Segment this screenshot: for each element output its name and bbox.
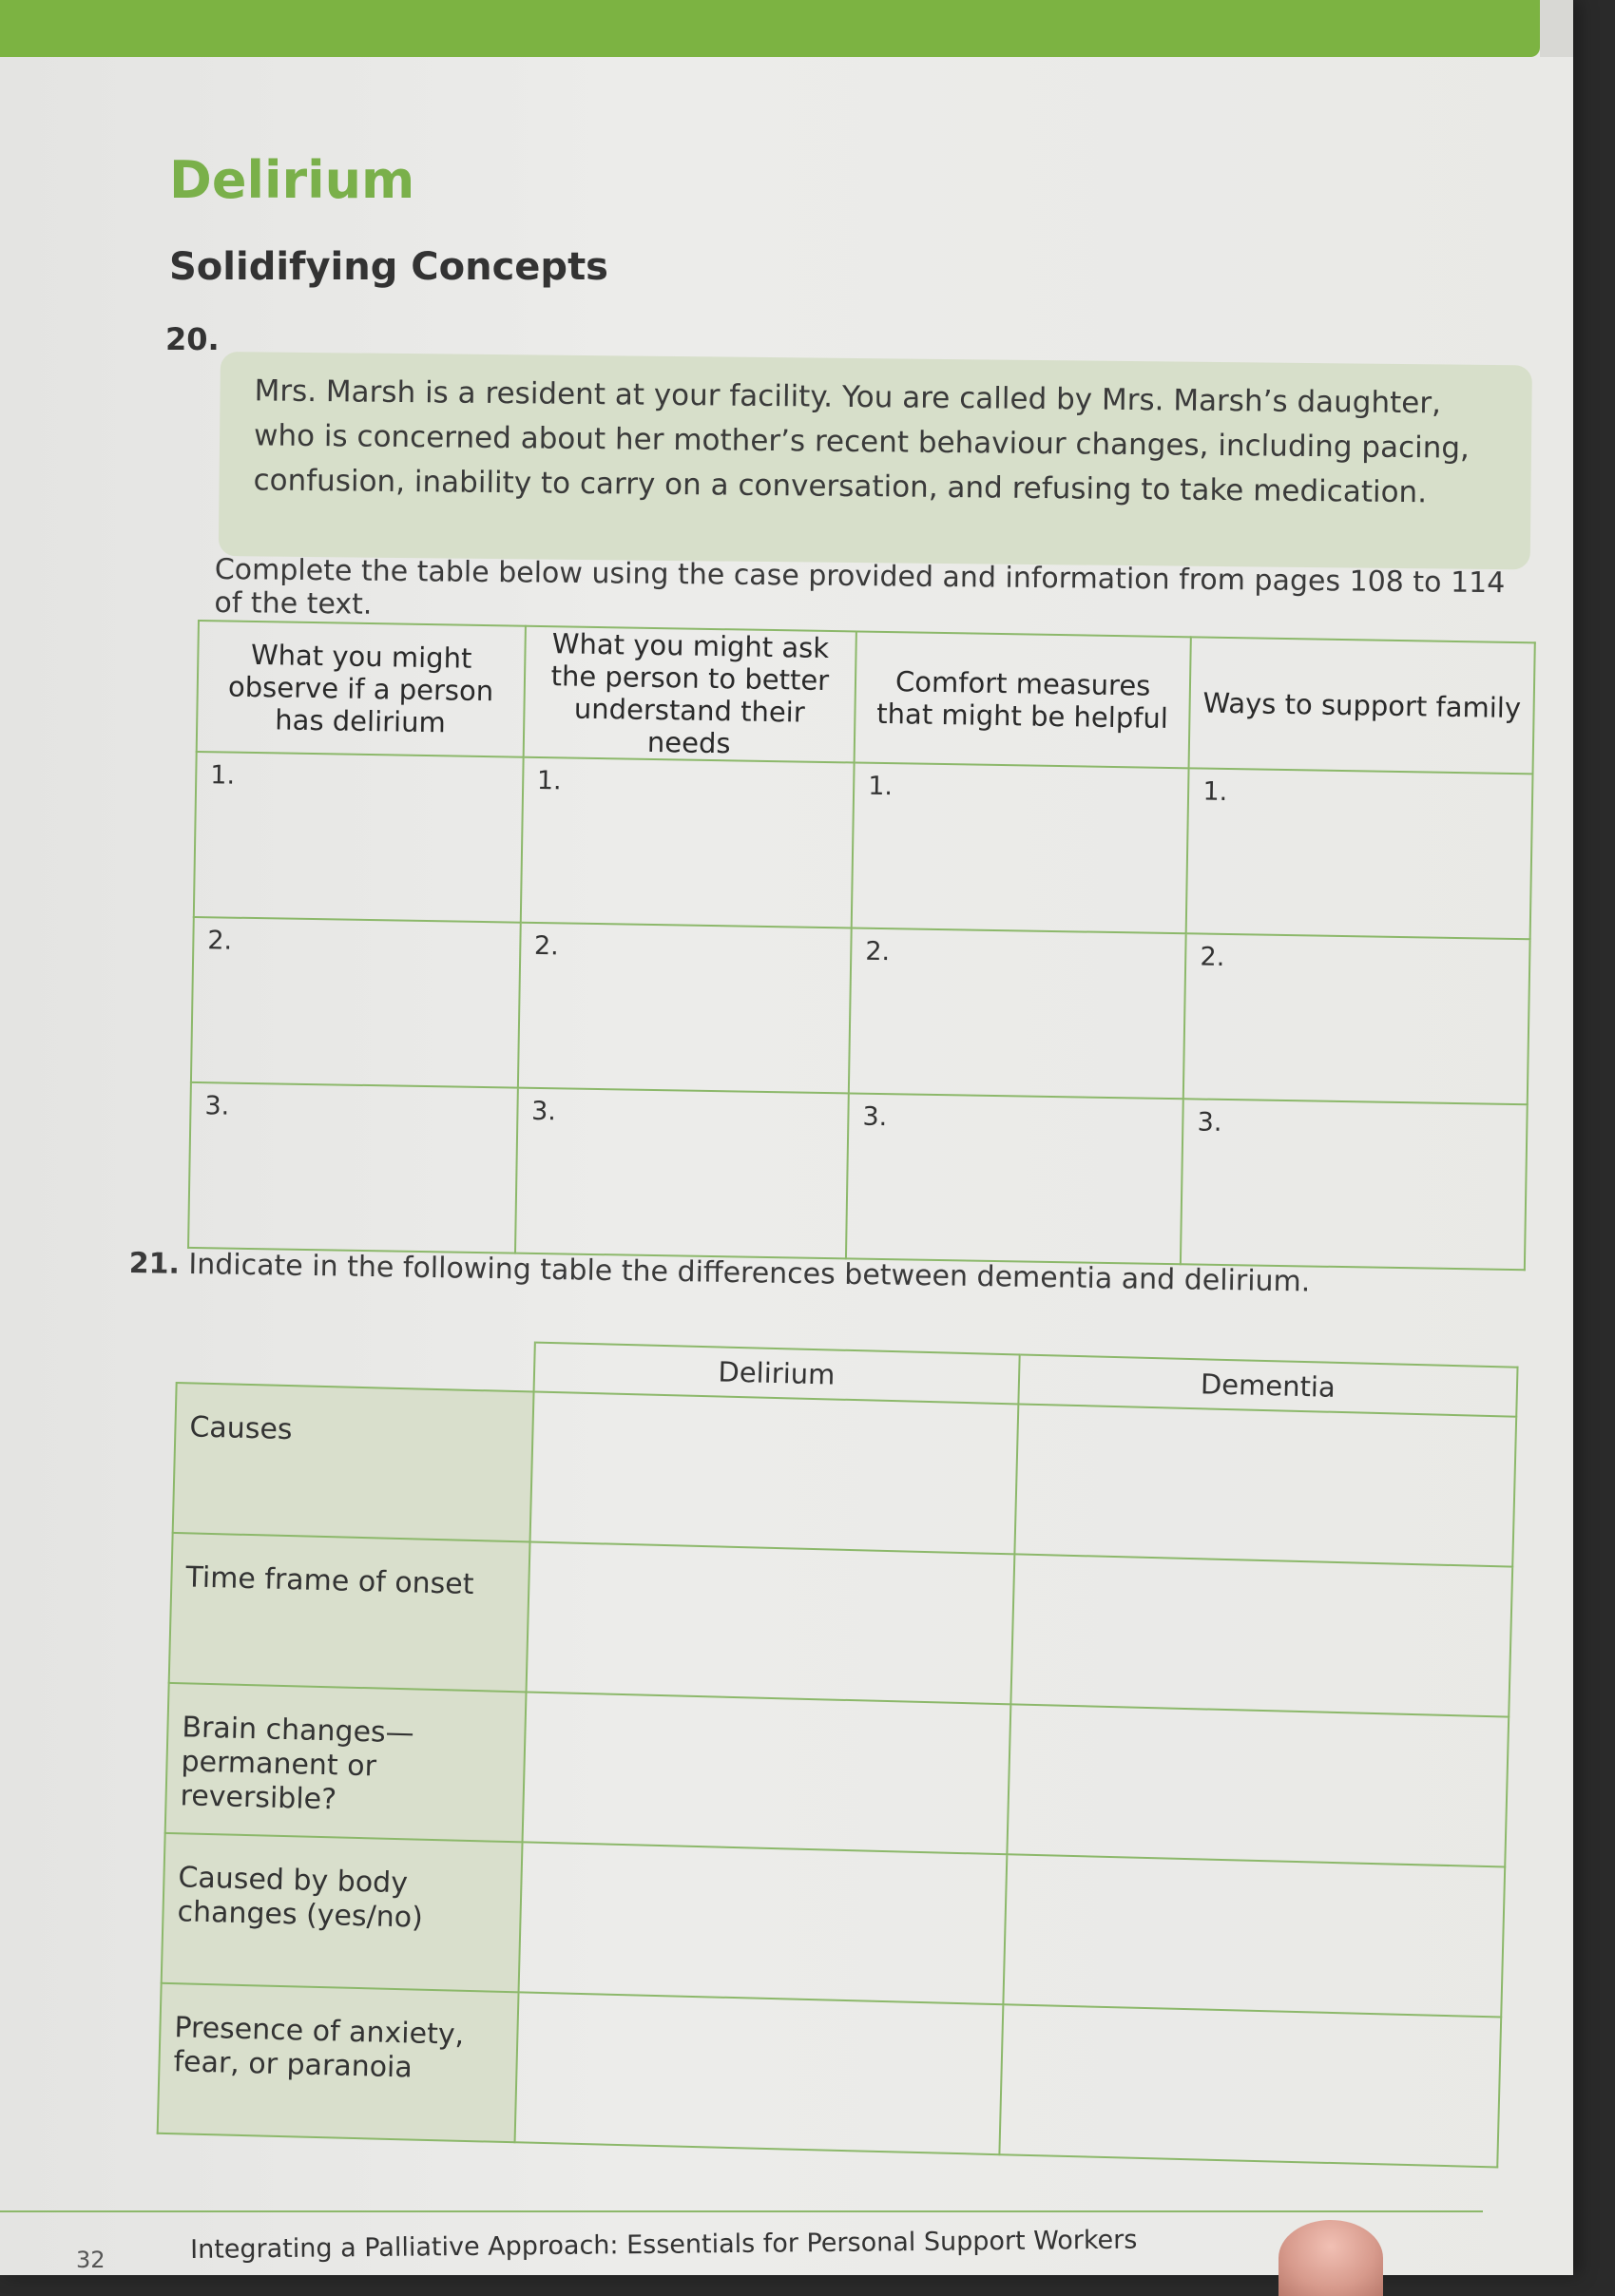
answer-cell[interactable]: 2.	[1183, 933, 1530, 1104]
book-title-footer: Integrating a Palliative Approach: Essentials for Personal Support Workers	[190, 2225, 1138, 2265]
header-support-family: Ways to support family	[1189, 637, 1535, 774]
question-21-text: Indicate in the following table the differences between dementia and delirium.	[188, 1247, 1311, 1299]
top-band-edge	[1540, 0, 1573, 57]
comparison-table-wrapper	[157, 1332, 1519, 2168]
page-number: 32	[76, 2247, 106, 2273]
page-title: Delirium	[169, 150, 415, 210]
row-label-causes: Causes	[173, 1383, 534, 1541]
row-label-brain-changes: Brain changes—permanent or reversible?	[165, 1683, 527, 1842]
answer-cell[interactable]: 1.	[852, 762, 1189, 933]
row-label-body-changes: Caused by body changes (yes/no)	[162, 1833, 523, 1992]
answer-cell[interactable]: 2.	[517, 923, 851, 1094]
case-study-box	[219, 352, 1532, 569]
case-study-text: Mrs. Marsh is a resident at your facility. You are called by Mrs. Marsh’s daughter, who is concerned about her mother’s recent behaviour changes, including pacing, confusion, inability to carry on a conversation, and refusing to take medication.	[253, 373, 1471, 510]
section-title: Solidifying Concepts	[169, 245, 608, 289]
answer-cell[interactable]	[1003, 1854, 1505, 2017]
answer-cell[interactable]	[1007, 1704, 1509, 1866]
answer-cell[interactable]	[522, 1692, 1010, 1854]
answer-cell[interactable]: 3.	[188, 1082, 517, 1253]
table-row	[191, 917, 1530, 1104]
delirium-care-table	[187, 620, 1536, 1271]
answer-cell[interactable]: 1.	[520, 757, 854, 928]
delirium-dementia-comparison-table	[157, 1332, 1519, 2168]
header-dementia: Dementia	[1018, 1354, 1517, 1416]
answer-cell[interactable]	[529, 1392, 1018, 1555]
table-row	[194, 752, 1533, 939]
answer-cell[interactable]: 1.	[194, 752, 523, 923]
top-color-band	[0, 0, 1540, 57]
answer-cell[interactable]: 1.	[1186, 768, 1533, 939]
question-20-instruction: Complete the table below using the case provided and information from pages 108 to 114 of the text.	[214, 553, 1506, 622]
finger-thumb	[1279, 2220, 1383, 2296]
header-comfort: Comfort measures that might be helpful	[855, 631, 1191, 768]
corner-cell	[177, 1333, 535, 1391]
header-delirium: Delirium	[533, 1343, 1019, 1405]
answer-cell[interactable]	[1014, 1404, 1516, 1566]
row-label-onset: Time frame of onset	[169, 1533, 530, 1692]
answer-cell[interactable]	[999, 2004, 1501, 2167]
footer-divider	[0, 2210, 1483, 2212]
answer-cell[interactable]	[1010, 1554, 1512, 1716]
answer-cell[interactable]: 3.	[515, 1088, 849, 1259]
header-ask: What you might ask the person to better understand their needs	[523, 626, 856, 763]
row-label-anxiety: Presence of anxiety, fear, or paranoia	[158, 1983, 519, 2142]
answer-cell[interactable]	[518, 1842, 1007, 2004]
question-20-number: 20.	[165, 321, 220, 357]
answer-cell[interactable]	[526, 1541, 1014, 1704]
table-row	[188, 1082, 1528, 1270]
header-observe: What you might observe if a person has delirium	[197, 621, 526, 757]
answer-cell[interactable]: 3.	[846, 1093, 1183, 1264]
question-21-number: 21.	[128, 1247, 181, 1281]
answer-cell[interactable]: 3.	[1181, 1099, 1528, 1270]
table-header-row	[197, 621, 1535, 774]
delirium-care-table-wrapper	[187, 620, 1536, 1271]
answer-cell[interactable]	[514, 1992, 1003, 2154]
answer-cell[interactable]: 2.	[191, 917, 520, 1088]
answer-cell[interactable]: 2.	[849, 928, 1186, 1099]
